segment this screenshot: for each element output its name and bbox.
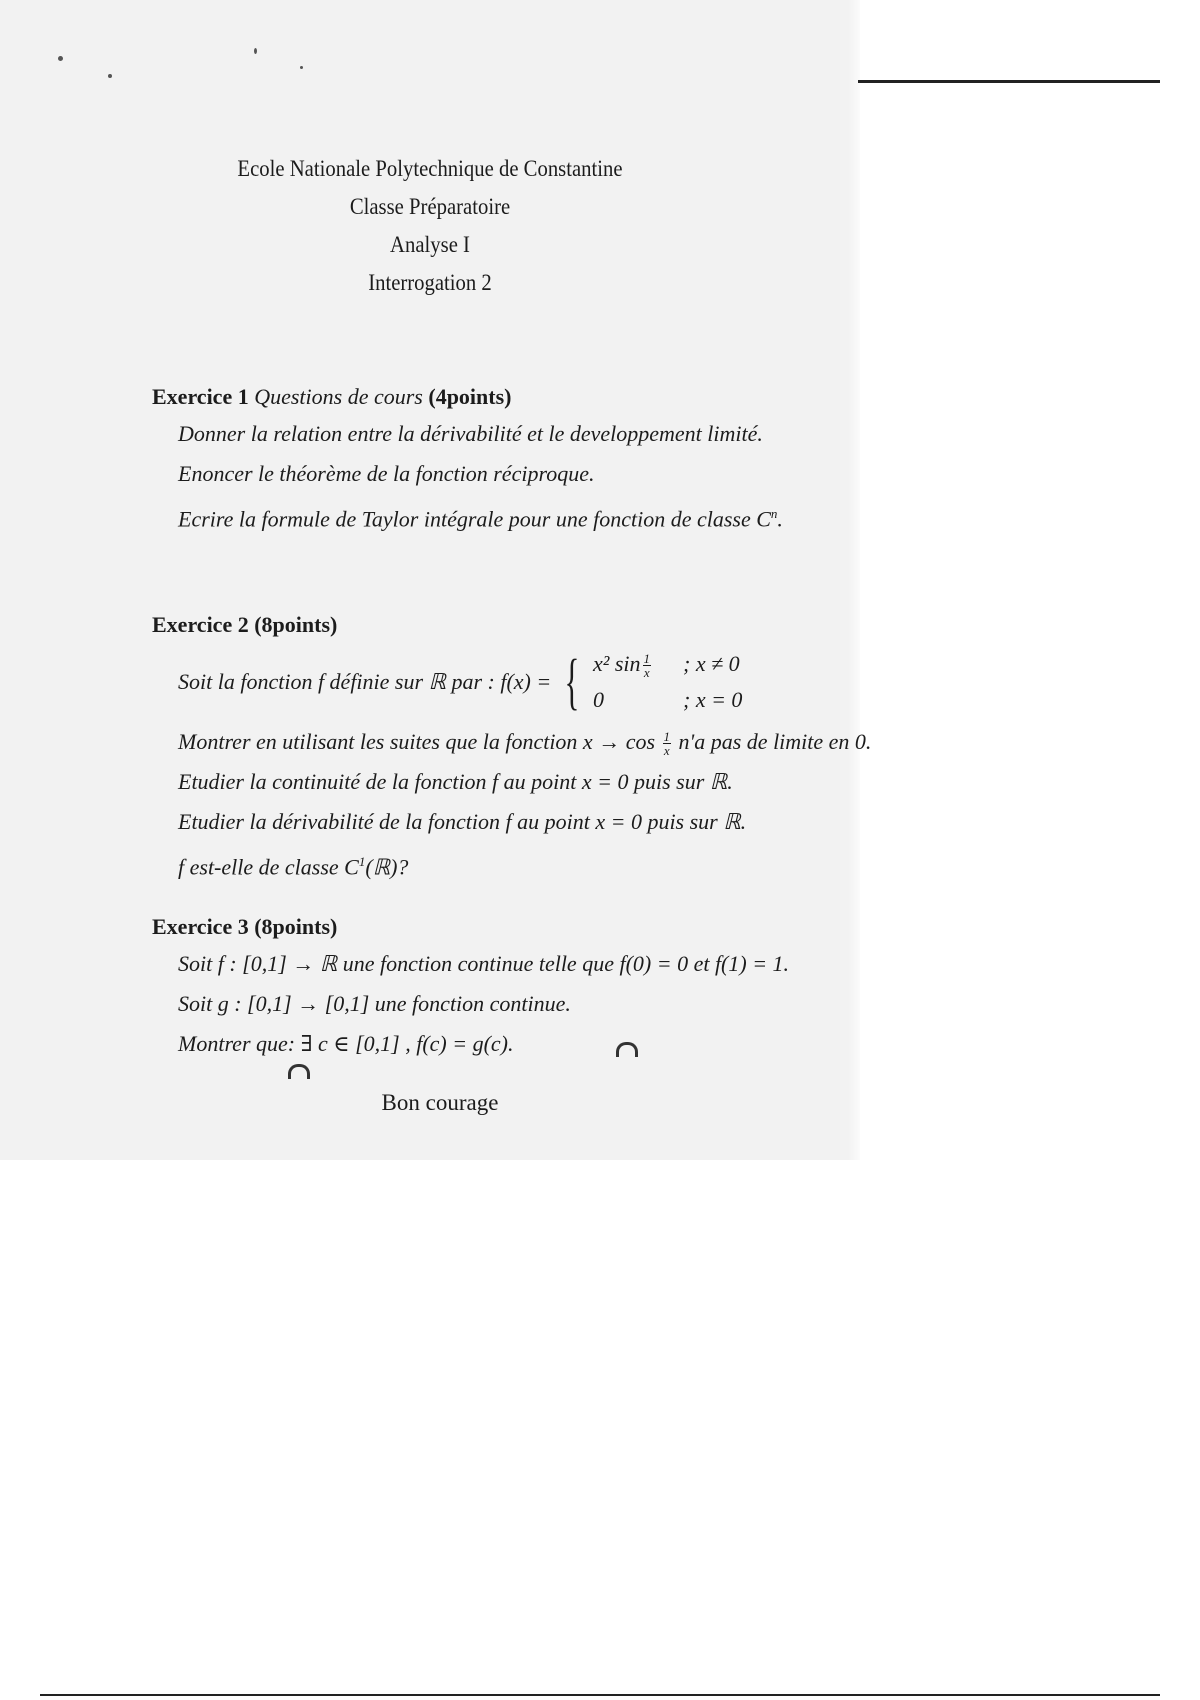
speck [254, 48, 257, 54]
class-superscript: 1 [358, 854, 366, 869]
exercise-3-item: Soit g : [0,1] → [0,1] une fonction continue. [178, 991, 571, 1016]
exercise-2-question: f est-elle de classe $C^1(ℝ)$? [178, 854, 409, 880]
speck [300, 66, 303, 69]
class-superscript: n [770, 506, 778, 521]
top-rule [858, 80, 1160, 83]
exercise-3-points: (8points) [254, 914, 338, 939]
left-brace: { [564, 648, 580, 716]
exercise-1-item-end: . [777, 506, 783, 532]
scan-edge [848, 0, 860, 1160]
exam-name: Interrogation 2 [368, 270, 492, 295]
exercise-3-title [152, 910, 789, 944]
function-definition [178, 642, 871, 722]
document-header [200, 150, 660, 302]
fraction: $\frac{1}{x}$ [663, 729, 671, 759]
exercise-3 [152, 910, 789, 1064]
school-name: Ecole Nationale Polytechnique de Constantine [237, 156, 623, 181]
exercise-3-item: Soit f : [0,1] → ℝ une fonction continue telle que f(0) = 0 et f(1) = 1. [178, 951, 790, 976]
fraction: $\frac{1}{x}$ [643, 651, 651, 681]
case-2-expression: 0 [593, 687, 604, 712]
exercise-3-label: Exercice 3 [152, 914, 249, 939]
pen-mark [616, 1042, 638, 1057]
course-name: Analyse I [390, 232, 470, 257]
exercise-2-label: Exercice 2 [152, 612, 249, 637]
exercise-2-title [152, 608, 871, 642]
exercise-2-question: Montrer en utilisant les suites que la fonction x → cos $\frac{1}{x}$ n'a pas de limite en 0. [178, 729, 872, 759]
exercise-1-item: Enoncer le théorème de la fonction réciproque. [178, 461, 595, 486]
exercise-1-item: Donner la relation entre la dérivabilité et le developpement limité. [178, 421, 763, 446]
exercise-1-item-text: Ecrire la formule de Taylor intégrale pour une fonction de classe C [178, 506, 771, 532]
definition-text: Soit la fonction f définie sur ℝ par : f(x) = [178, 669, 552, 694]
closing-text: Bon courage [381, 1090, 499, 1115]
exercise-1-title [152, 380, 783, 414]
speck [58, 56, 63, 61]
exercise-1 [152, 380, 783, 539]
exercise-1-item [178, 494, 783, 539]
exercise-1-points: (4points) [428, 384, 512, 409]
exercise-1-subtitle: Questions de cours [254, 384, 423, 409]
bottom-rule [40, 1694, 1160, 1696]
exercise-2-question: Etudier la dérivabilité de la fonction f au point x = 0 puis sur ℝ. [178, 809, 747, 834]
exercise-2-question: Etudier la continuité de la fonction f au point x = 0 puis sur ℝ. [178, 769, 733, 794]
exercise-1-label: Exercice 1 [152, 384, 249, 409]
exercise-2-points: (8points) [254, 612, 338, 637]
case-1-expression: x² sin $\frac{1}{x}$ [593, 651, 651, 681]
piecewise-cases [593, 648, 763, 716]
exercise-2 [152, 608, 871, 887]
class-name: Classe Préparatoire [349, 194, 511, 219]
case-2-condition: ; x = 0 [683, 687, 743, 712]
case-1-condition: ; x ≠ 0 [683, 651, 740, 676]
speck [108, 74, 112, 78]
exercise-3-item: Montrer que: ∃ c ∈ [0,1] , f(c) = g(c). [178, 1031, 514, 1056]
pen-mark [288, 1064, 310, 1079]
